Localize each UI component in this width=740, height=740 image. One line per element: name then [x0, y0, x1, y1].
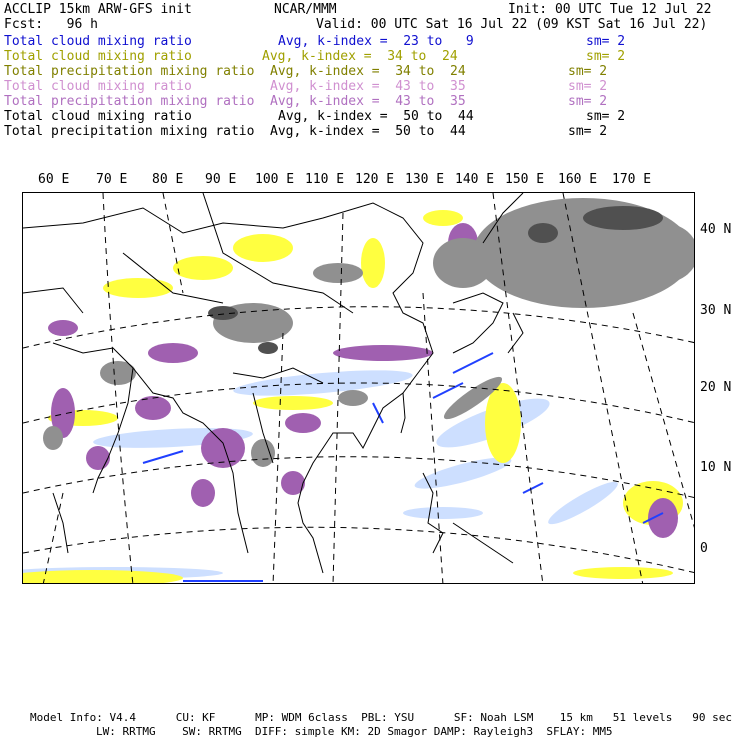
- latitude-label: 0: [700, 541, 708, 556]
- center-label: NCAR/MMM: [274, 2, 337, 17]
- longitude-label: 90 E: [205, 172, 237, 187]
- longitude-label: 170 E: [612, 172, 652, 187]
- legend-smoothing: sm= 2: [586, 109, 626, 124]
- legend-smoothing: sm= 2: [568, 64, 608, 79]
- legend-smoothing: sm= 2: [586, 49, 626, 64]
- longitude-label: 80 E: [152, 172, 184, 187]
- map-panel: [22, 192, 695, 584]
- legend-field-name: Total cloud mixing ratio: [4, 34, 192, 49]
- model-title: ACCLIP 15km ARW-GFS init: [4, 2, 192, 17]
- latitude-label: 30 N: [700, 303, 732, 318]
- longitude-label: 100 E: [255, 172, 295, 187]
- longitude-label: 110 E: [305, 172, 345, 187]
- legend-smoothing: sm= 2: [586, 34, 626, 49]
- longitude-label: 60 E: [38, 172, 70, 187]
- light-cloud-layer: [23, 365, 622, 579]
- gray-cloud-layer: [43, 198, 695, 467]
- latitude-label: 20 N: [700, 380, 732, 395]
- forecast-hour: Fcst: 96 h: [4, 17, 98, 32]
- valid-time: Valid: 00 UTC Sat 16 Jul 22 (09 KST Sat 16 Jul 22): [316, 17, 708, 32]
- longitude-label: 160 E: [558, 172, 598, 187]
- latitude-label: 10 N: [700, 460, 732, 475]
- legend-level-range: Avg, k-index = 23 to 9: [278, 34, 474, 49]
- legend-field-name: Total cloud mixing ratio: [4, 79, 192, 94]
- legend-level-range: Avg, k-index = 50 to 44: [270, 124, 466, 139]
- longitude-label: 150 E: [505, 172, 545, 187]
- legend-field-name: Total cloud mixing ratio: [4, 109, 192, 124]
- legend-field-name: Total precipitation mixing ratio: [4, 124, 255, 139]
- legend-level-range: Avg, k-index = 43 to 35: [270, 79, 466, 94]
- legend-field-name: Total precipitation mixing ratio: [4, 94, 255, 109]
- legend-field-name: Total precipitation mixing ratio: [4, 64, 255, 79]
- longitude-label: 70 E: [96, 172, 128, 187]
- longitude-label: 140 E: [455, 172, 495, 187]
- legend-field-name: Total cloud mixing ratio: [4, 49, 192, 64]
- legend-level-range: Avg, k-index = 34 to 24: [262, 49, 458, 64]
- model-info-line1: Model Info: V4.4 CU: KF MP: WDM 6class PBL: YSU SF: Noah LSM 15 km 51 levels 90 sec: [30, 711, 732, 724]
- init-time: Init: 00 UTC Tue 12 Jul 22: [508, 2, 712, 17]
- legend-smoothing: sm= 2: [568, 79, 608, 94]
- legend-level-range: Avg, k-index = 50 to 44: [278, 109, 474, 124]
- legend-smoothing: sm= 2: [568, 94, 608, 109]
- legend-level-range: Avg, k-index = 34 to 24: [270, 64, 466, 79]
- legend-smoothing: sm= 2: [568, 124, 608, 139]
- longitude-label: 120 E: [355, 172, 395, 187]
- legend-level-range: Avg, k-index = 43 to 35: [270, 94, 466, 109]
- longitude-label: 130 E: [405, 172, 445, 187]
- model-info-line2: LW: RRTMG SW: RRTMG DIFF: simple KM: 2D Smagor DAMP: Rayleigh3 SFLAY: MM5: [96, 725, 613, 738]
- latitude-label: 40 N: [700, 222, 732, 237]
- weather-map: [23, 193, 695, 584]
